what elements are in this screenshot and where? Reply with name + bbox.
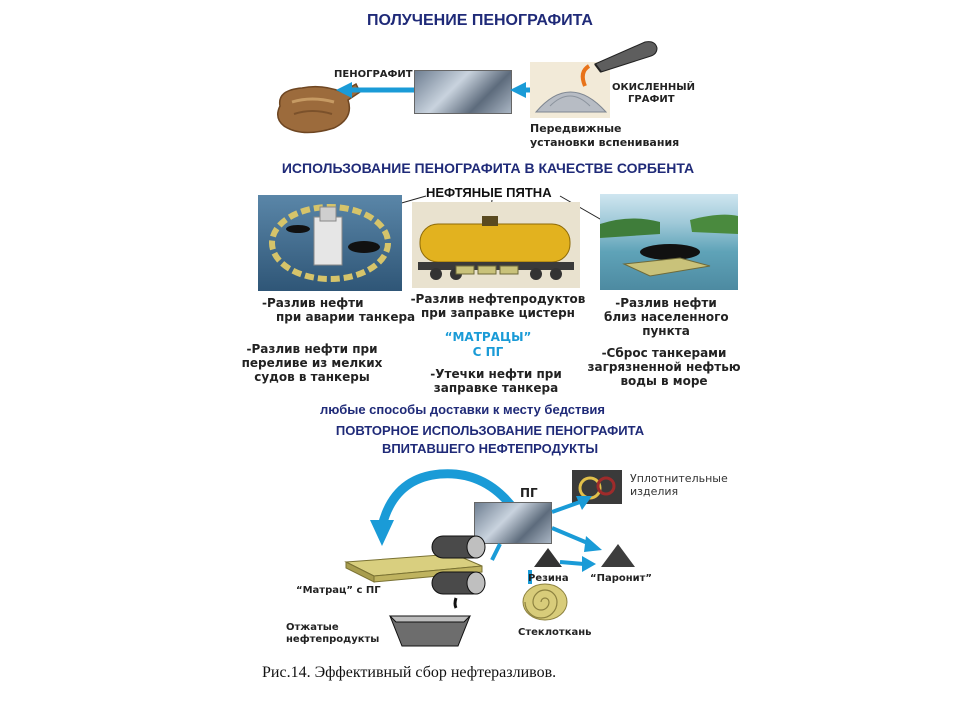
- paronit-label: “Паронит”: [590, 573, 653, 584]
- dump-line1: -Сброс танкерами: [601, 346, 727, 360]
- fiberglass-label: Стеклоткань: [518, 627, 592, 638]
- spill-cistern-line1: -Разлив нефтепродуктов: [410, 292, 586, 306]
- spill-tanker-line1: -Разлив нефти: [262, 296, 364, 310]
- rubber-pile-icon: [533, 546, 563, 568]
- leak-line1: -Утечки нефти при: [430, 367, 562, 381]
- overflow-line2: переливе из мелких: [241, 356, 383, 370]
- squeezed-line2: нефтепродукты: [286, 634, 380, 645]
- press-rollers-image: [426, 528, 492, 608]
- oil-tray-icon: [388, 612, 472, 648]
- spill-tanker-line2: при аварии танкера: [276, 310, 416, 324]
- seal-line2: изделия: [630, 485, 679, 498]
- oxidized-line1: ОКИСЛЕННЫЙ: [612, 82, 695, 93]
- squeezed-oil-label: [286, 622, 379, 646]
- penografit-label: ПЕНОГРАФИТ: [334, 69, 413, 80]
- fiberglass-roll-icon: [520, 582, 570, 622]
- oil-spots-label: НЕФТЯНЫЕ ПЯТНА: [426, 185, 552, 200]
- section2-title: ИСПОЛЬЗОВАНИЕ ПЕНОГРАФИТА В КАЧЕСТВЕ СОРБЕНТА: [281, 160, 695, 176]
- pg-label: ПГ: [520, 486, 538, 500]
- spill-cistern-line2: при заправке цистерн: [421, 306, 575, 320]
- spill-town-line2: близ населенного: [604, 310, 729, 324]
- oxidized-line2: ГРАФИТ: [628, 94, 675, 105]
- rubber-label: Резина: [528, 573, 569, 584]
- leak-line2: заправке танкера: [433, 381, 559, 395]
- spill-town-line1: -Разлив нефти: [615, 296, 717, 310]
- spill-town-line3: пункта: [642, 324, 690, 338]
- overflow-line1: -Разлив нефти при: [246, 342, 378, 356]
- mattress-line1: “МАТРАЦЫ”: [444, 330, 532, 344]
- section1-title: ПОЛУЧЕНИЕ ПЕНОГРАФИТА: [367, 12, 593, 29]
- squeezed-line1: Отжатые: [286, 622, 339, 633]
- delivery-text: любые способы доставки к месту бедствия: [320, 402, 605, 417]
- mattress-line2: С ПГ: [472, 345, 504, 359]
- overflow-line3: судов в танкеры: [254, 370, 370, 384]
- dump-line3: воды в море: [620, 374, 708, 388]
- section3-title-line2: ВПИТАВШЕГО НЕФТЕПРОДУКТЫ: [381, 441, 599, 456]
- figure-caption: Рис.14. Эффективный сбор нефтеразливов.: [262, 664, 557, 681]
- mattress-pg-label: “Матрац” с ПГ: [296, 585, 381, 596]
- seal-line1: Уплотнительные: [630, 472, 728, 485]
- dump-line2: загрязненной нефтью: [587, 360, 741, 374]
- section3-title-line1: ПОВТОРНОЕ ИСПОЛЬЗОВАНИЕ ПЕНОГРАФИТА: [335, 423, 645, 438]
- mobile-line2: установки вспенивания: [530, 136, 680, 149]
- paronit-pile-icon: [600, 542, 636, 568]
- mobile-line1: Передвижные: [530, 122, 622, 135]
